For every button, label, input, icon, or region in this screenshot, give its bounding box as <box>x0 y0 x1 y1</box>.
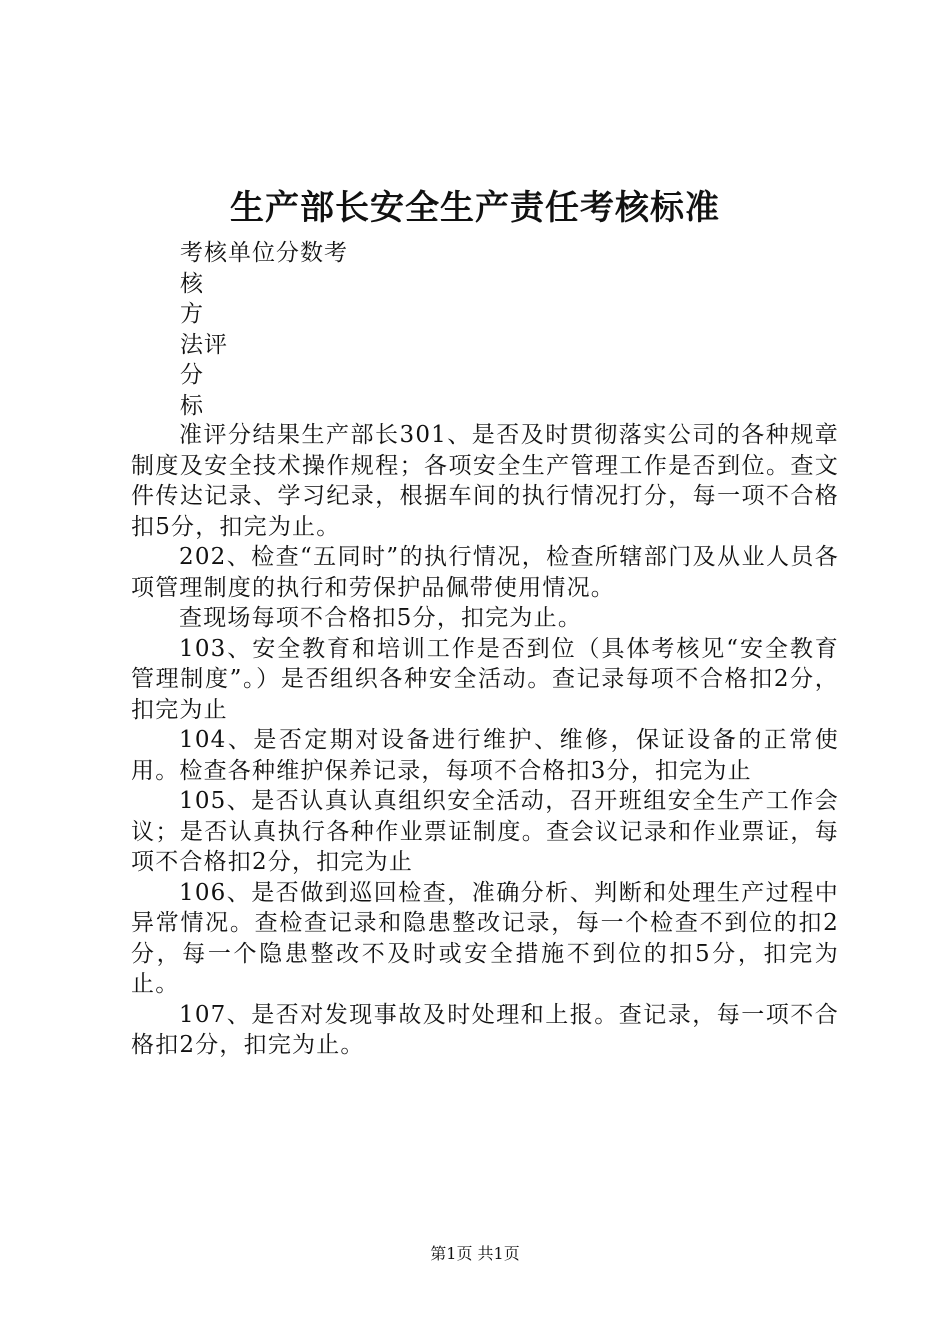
header-line: 分 <box>180 362 204 388</box>
assessment-header <box>180 238 820 421</box>
paragraph-item-202: 202、检查“五同时”的执行情况，检查所辖部门及从业人员各项管理制度的执行和劳保护品佩带使用情况。 <box>131 544 839 601</box>
document-body <box>131 420 839 1061</box>
paragraph-item-301: 准评分结果生产部长301、是否及时贯彻落实公司的各种规章制度及安全技术操作规程；各项安全生产管理工作是否到位。查文件传达记录、学习纪录，根据车间的执行情况打分，每一项不合格扣5分，扣完为止。 <box>131 422 839 540</box>
paragraph-item-105: 105、是否认真认真组织安全活动，召开班组安全生产工作会议；是否认真执行各种作业票证制度。查会议记录和作业票证，每项不合格扣2分，扣完为止 <box>131 788 839 875</box>
header-line: 考核单位分数考 <box>180 240 348 266</box>
header-line: 法评 <box>180 331 228 358</box>
paragraph-item-103: 103、安全教育和培训工作是否到位（具体考核见“安全教育管理制度”。）是否组织各种安全活动。查记录每项不合格扣2分，扣完为止 <box>131 635 839 723</box>
paragraph-item-107: 107、是否对发现事故及时处理和上报。查记录，每一项不合格扣2分，扣完为止。 <box>131 1001 839 1058</box>
header-line: 标 <box>180 392 204 419</box>
paragraph-item-106: 106、是否做到巡回检查，准确分析、判断和处理生产过程中异常情况。查检查记录和隐患整改记录，每一个检查不到位的扣2分，每一个隐患整改不及时或安全措施不到位的扣5分，扣完为止。 <box>131 879 839 997</box>
header-line: 方 <box>180 301 204 327</box>
paragraph-item-202-check: 查现场每项不合格扣5分，扣完为止。 <box>179 605 583 631</box>
page-footer: 第1页 共1页 <box>430 1244 520 1263</box>
page-title: 生产部长安全生产责任考核标准 <box>230 188 720 228</box>
header-line: 核 <box>180 270 204 297</box>
paragraph-item-104: 104、是否定期对设备进行维护、维修，保证设备的正常使用。检查各种维护保养记录，每项不合格扣3分，扣完为止 <box>131 727 839 784</box>
